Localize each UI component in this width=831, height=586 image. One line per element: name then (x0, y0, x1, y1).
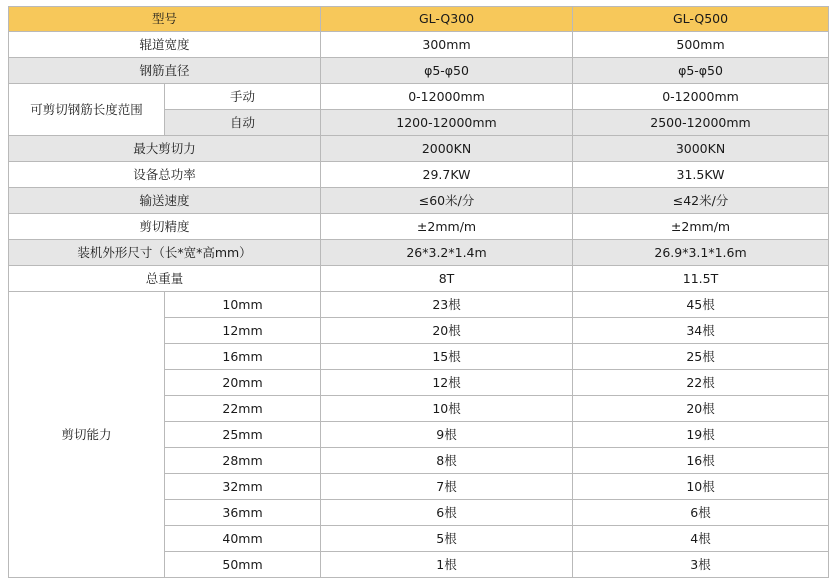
value-q500: 31.5KW (573, 162, 829, 188)
capacity-size: 20mm (165, 370, 321, 396)
capacity-q300: 15根 (321, 344, 573, 370)
capacity-size: 10mm (165, 292, 321, 318)
capacity-size: 40mm (165, 526, 321, 552)
row-label: 钢筋直径 (9, 58, 321, 84)
spec-table (8, 6, 829, 578)
row-conveyor-speed (9, 188, 829, 214)
row-label: 总重量 (9, 266, 321, 292)
header-q300: GL-Q300 (321, 7, 573, 32)
capacity-q500: 10根 (573, 474, 829, 500)
capacity-q500: 6根 (573, 500, 829, 526)
row-label-cut-length: 可剪切钢筋长度范围 (9, 84, 165, 136)
capacity-q300: 5根 (321, 526, 573, 552)
row-label: 最大剪切力 (9, 136, 321, 162)
row-roller-width (9, 32, 829, 58)
value-q500: 11.5T (573, 266, 829, 292)
row-label: 辊道宽度 (9, 32, 321, 58)
capacity-q300: 20根 (321, 318, 573, 344)
value-q300: 26*3.2*1.4m (321, 240, 573, 266)
capacity-q300: 6根 (321, 500, 573, 526)
value-q300: ±2mm/m (321, 214, 573, 240)
capacity-label: 剪切能力 (9, 292, 165, 578)
value-q500: φ5-φ50 (573, 58, 829, 84)
capacity-q300: 8根 (321, 448, 573, 474)
capacity-q500: 25根 (573, 344, 829, 370)
value-q300: ≤60米/分 (321, 188, 573, 214)
value-q500: 2500-12000mm (573, 110, 829, 136)
capacity-q500: 4根 (573, 526, 829, 552)
value-q500: 500mm (573, 32, 829, 58)
capacity-q300: 10根 (321, 396, 573, 422)
value-q300: 1200-12000mm (321, 110, 573, 136)
capacity-q500: 22根 (573, 370, 829, 396)
capacity-size: 28mm (165, 448, 321, 474)
capacity-size: 22mm (165, 396, 321, 422)
value-q300: 300mm (321, 32, 573, 58)
header-label: 型号 (9, 7, 321, 32)
row-label: 设备总功率 (9, 162, 321, 188)
value-q500: ≤42米/分 (573, 188, 829, 214)
capacity-q300: 7根 (321, 474, 573, 500)
header-q500: GL-Q500 (573, 7, 829, 32)
capacity-q300: 9根 (321, 422, 573, 448)
row-label: 剪切精度 (9, 214, 321, 240)
capacity-size: 16mm (165, 344, 321, 370)
row-cut-accuracy (9, 214, 829, 240)
capacity-size: 25mm (165, 422, 321, 448)
value-q300: 0-12000mm (321, 84, 573, 110)
header-row (9, 7, 829, 32)
value-q500: 0-12000mm (573, 84, 829, 110)
capacity-q500: 34根 (573, 318, 829, 344)
value-q300: 29.7KW (321, 162, 573, 188)
value-q500: ±2mm/m (573, 214, 829, 240)
row-total-weight (9, 266, 829, 292)
value-q300: φ5-φ50 (321, 58, 573, 84)
row-label: 输送速度 (9, 188, 321, 214)
sub-label-manual: 手动 (165, 84, 321, 110)
row-max-force (9, 136, 829, 162)
sub-label-auto: 自动 (165, 110, 321, 136)
row-total-power (9, 162, 829, 188)
capacity-q300: 12根 (321, 370, 573, 396)
capacity-size: 36mm (165, 500, 321, 526)
value-q500: 26.9*3.1*1.6m (573, 240, 829, 266)
capacity-row (9, 292, 829, 318)
capacity-size: 12mm (165, 318, 321, 344)
capacity-q500: 19根 (573, 422, 829, 448)
value-q300: 2000KN (321, 136, 573, 162)
row-label: 装机外形尺寸（长*宽*高mm） (9, 240, 321, 266)
value-q300: 8T (321, 266, 573, 292)
capacity-q500: 20根 (573, 396, 829, 422)
capacity-size: 32mm (165, 474, 321, 500)
capacity-size: 50mm (165, 552, 321, 578)
row-dimensions (9, 240, 829, 266)
capacity-q300: 23根 (321, 292, 573, 318)
capacity-q500: 3根 (573, 552, 829, 578)
capacity-q300: 1根 (321, 552, 573, 578)
capacity-q500: 16根 (573, 448, 829, 474)
row-cut-length-manual (9, 84, 829, 110)
value-q500: 3000KN (573, 136, 829, 162)
row-rebar-diameter (9, 58, 829, 84)
capacity-q500: 45根 (573, 292, 829, 318)
